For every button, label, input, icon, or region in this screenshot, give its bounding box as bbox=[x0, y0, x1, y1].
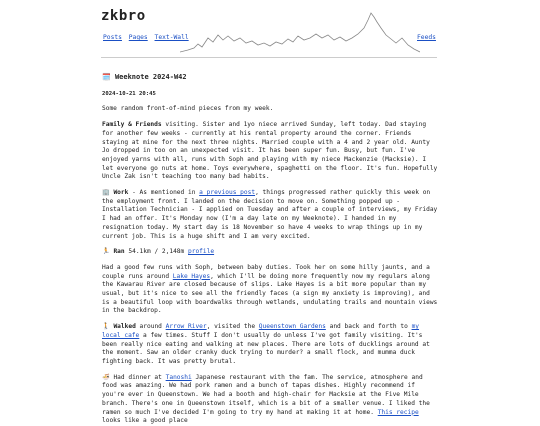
walk-text-1: around bbox=[139, 323, 162, 331]
queenstown-gardens-link[interactable]: Queenstown Gardens bbox=[258, 323, 326, 331]
dinner-text-2: Japanese restaurant with the fam. The service, atmosphere and food was amazing. We had pork ramen and a bunch of tapas dishes. Highly recommend if you're ever in Queenstown. We had a booth and high-chair for Macksie at the Five Mile branch. There's one in Queenstown itself, which is a bit of a smaller venue. I liked the ramen so much I've decided I'm going to try my hand at making it at home. bbox=[102, 373, 430, 416]
nav-posts-link[interactable]: Posts bbox=[103, 34, 122, 41]
family-text: visiting. Sister and 1yo niece arrived Sunday, left today. Dad staying for another few weeks - currently at his rental property around the corner. Friends staying at mine for the next three nights. Married couple with a 4 and 2 year old. Aunty Jo dropped in too on an unexpected visit. It has been super fun. Busy, but fun. I've enjoyed yarns with all, runs with Soph and playing with my niece Mackenzie (Macksie). I let everyone go nuts at home. Toys everywhere, spaghetti on the floor. It's fun. Hopefully Uncle Zak isn't teaching too many bad habits. bbox=[102, 121, 438, 181]
header-divider bbox=[101, 57, 437, 58]
work-text: , things progressed rather quickly this week on the employment front. I landed on the decision to move on. Something popped up - Installation Technician - I applied on Tuesday and after a couple of interviews, my Friday I had an offer. It's Monday now (I'm a day late on my Weeknote). I handed in my resignation today. My start day is 18 November so have 4 weeks to wrap things up in my current job. This is a huge shift and I am very excited. bbox=[102, 189, 438, 240]
dinner-text-3: looks like a good place bbox=[102, 417, 188, 425]
post-title-text: Weeknote 2024-W42 bbox=[114, 73, 187, 81]
run-label: Ran bbox=[113, 248, 125, 256]
family-paragraph bbox=[102, 121, 438, 182]
run-profile-link[interactable]: profile bbox=[188, 248, 215, 256]
recipe-link[interactable]: This recipe bbox=[377, 408, 419, 416]
nav-textwall-link[interactable]: Text-Wall bbox=[154, 34, 189, 41]
arrow-river-link[interactable]: Arrow River bbox=[165, 323, 207, 331]
dinner-text-1: Had dinner at bbox=[113, 373, 162, 381]
mountain-silhouette-icon bbox=[180, 8, 420, 53]
family-label: Family & Friends bbox=[102, 121, 162, 129]
site-title[interactable]: zkbro bbox=[101, 8, 146, 24]
feeds-link[interactable]: Feeds bbox=[417, 34, 436, 41]
work-paragraph bbox=[102, 189, 438, 241]
run-stats-text: 54.1km / 2,148m bbox=[128, 248, 185, 256]
post-article bbox=[102, 73, 438, 426]
walk-text-2: , visited the bbox=[206, 323, 256, 331]
run-paragraph bbox=[102, 264, 438, 316]
walker-icon: 🚶 bbox=[102, 323, 110, 331]
ramen-bowl-icon: 🍜 bbox=[102, 373, 110, 381]
calendar-icon: 🗓️ bbox=[102, 73, 111, 81]
nav-pages-link[interactable]: Pages bbox=[128, 34, 148, 41]
run-text-2: , which I'll be doing more frequently now my regulars along the Kawarau River are closed because of slips. Lake Hayes is a bit more popular than my usual, but it's nice to see all the friendly faces (a sign my anxiety is improving), and is a beautiful loop with boardwalks through wetlands, undulating trails and mountain views in the backdrop. bbox=[102, 272, 438, 315]
walk-text-3: and back and forth to bbox=[329, 323, 408, 331]
walk-paragraph bbox=[102, 323, 438, 367]
post-intro: Some random front-of-mind pieces from my week. bbox=[102, 105, 274, 113]
previous-post-link[interactable]: a previous post bbox=[199, 189, 256, 197]
work-pre: - As mentioned in bbox=[132, 189, 196, 197]
post-title bbox=[102, 73, 438, 82]
work-label: Work bbox=[113, 189, 129, 197]
tanoshi-link[interactable]: Tanoshi bbox=[165, 373, 192, 381]
dinner-paragraph bbox=[102, 374, 438, 426]
local-cafe-link[interactable]: my local cafe bbox=[102, 323, 420, 339]
walk-label: Walked bbox=[113, 323, 136, 331]
runner-icon: 🏃 bbox=[102, 248, 110, 256]
walk-text-4: a few times. Stuff I don't usually do unless I've got family visiting. It's been really nice eating and walking at new places. There are lots of ducklings around at the moment. Saw an older cranky duck trying to murder? a small flock, and mumma duck fighting back. It was pretty brutal. bbox=[102, 331, 430, 365]
run-text-1: Had a good few runs with Soph, between baby duties. Took her on some hilly jaunts, and a couple runs around bbox=[102, 263, 430, 280]
main-nav bbox=[103, 34, 192, 41]
office-building-icon: 🏢 bbox=[102, 189, 110, 197]
post-date: 2024-10-21 20:45 bbox=[102, 90, 156, 97]
lake-hayes-link[interactable]: Lake Hayes bbox=[172, 272, 211, 280]
site-header bbox=[0, 0, 540, 62]
run-stats bbox=[102, 248, 438, 257]
